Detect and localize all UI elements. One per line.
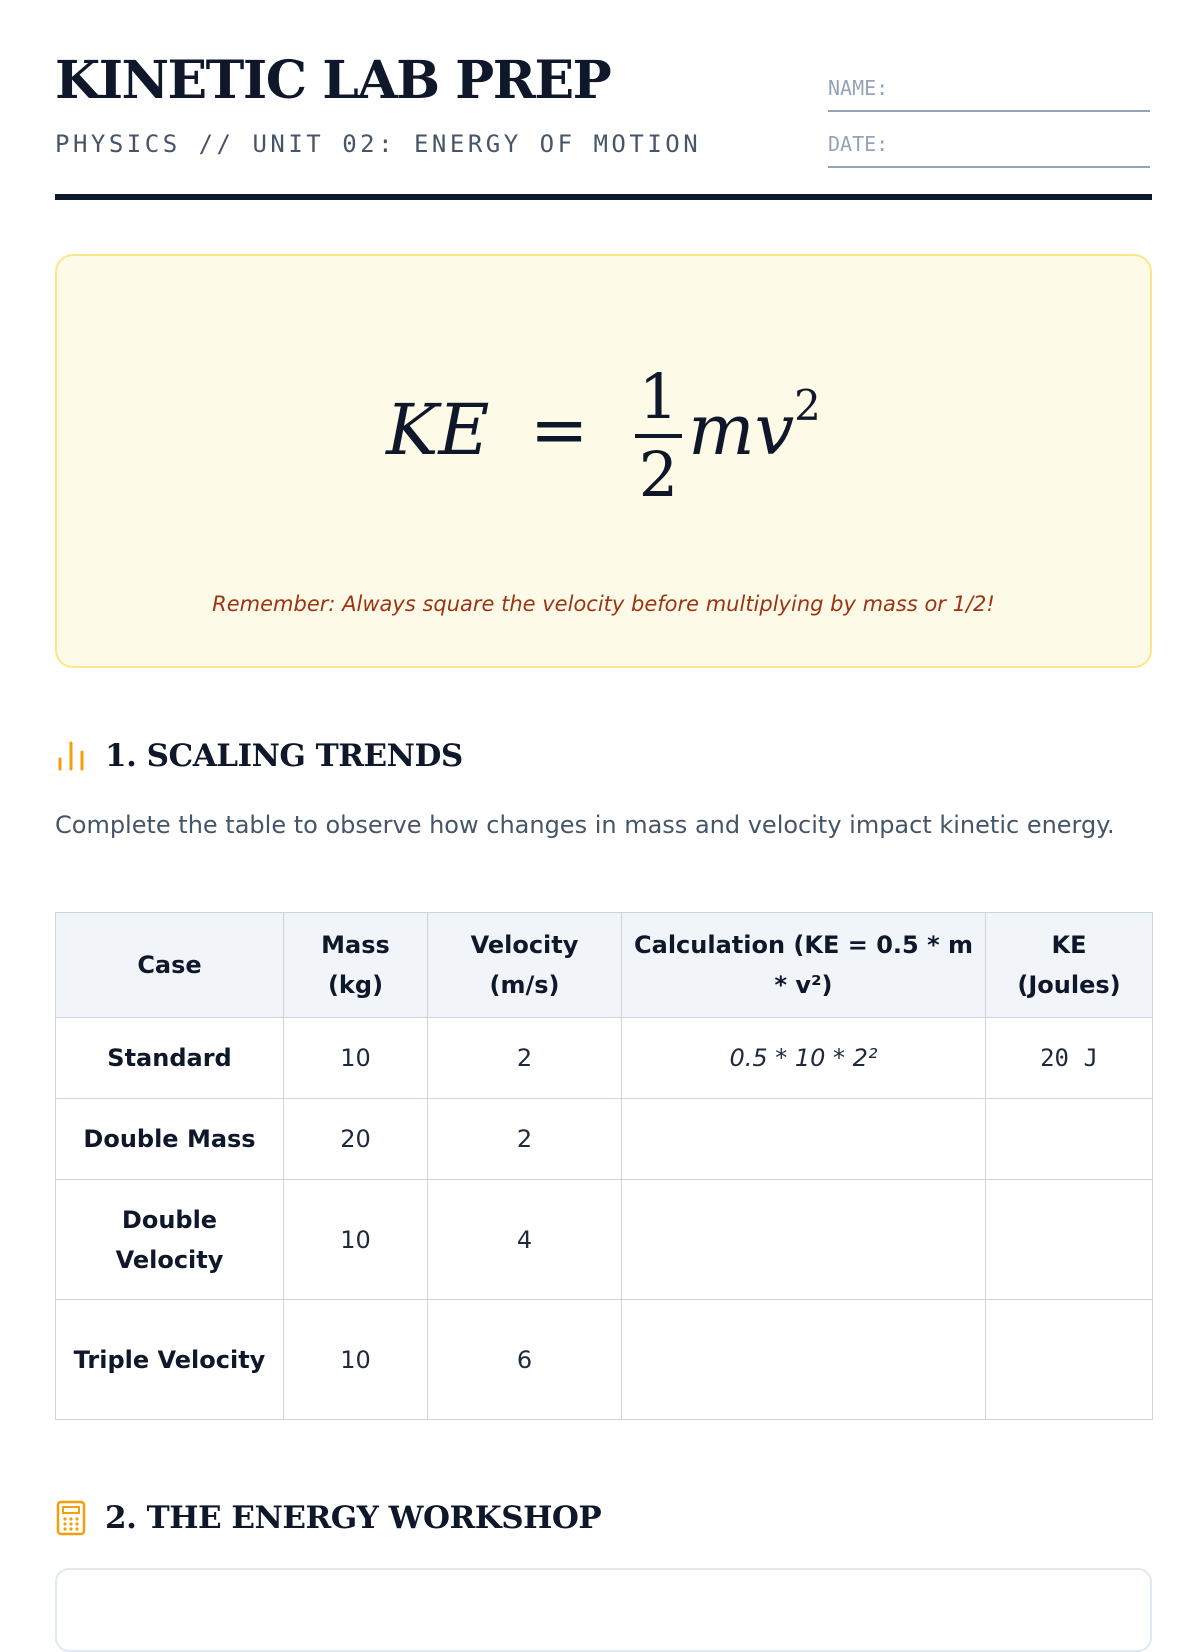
page-subtitle: PHYSICS // UNIT 02: ENERGY OF MOTION xyxy=(55,130,702,158)
formula-mass: m xyxy=(688,389,755,471)
column-header: Case xyxy=(56,913,284,1018)
mass-cell: 20 xyxy=(284,1099,428,1180)
scaling-table xyxy=(55,912,1153,1420)
column-header: Velocity (m/s) xyxy=(428,913,622,1018)
formula-velocity: v xyxy=(754,389,795,471)
date-label: DATE: xyxy=(828,132,889,156)
case-cell: Double Velocity xyxy=(56,1180,284,1300)
formula-fraction xyxy=(635,360,682,511)
column-header: Calculation (KE = 0.5 * m * v²) xyxy=(622,913,986,1018)
header-divider xyxy=(55,194,1152,200)
worksheet-page xyxy=(55,0,1152,1536)
section-title: 1. SCALING TRENDS xyxy=(105,738,463,774)
ke-cell[interactable] xyxy=(986,1300,1153,1420)
kinetic-energy-formula xyxy=(57,360,1150,511)
fraction-numerator: 1 xyxy=(635,366,682,438)
formula-reminder: Remember: Always square the velocity before multiplying by mass or 1/2! xyxy=(212,592,995,616)
case-cell: Triple Velocity xyxy=(56,1300,284,1420)
table-row xyxy=(56,1300,1153,1420)
column-header: KE (Joules) xyxy=(986,913,1153,1018)
formula-exponent: 2 xyxy=(794,381,821,430)
ke-cell[interactable]: 20 J xyxy=(986,1018,1153,1099)
formula-lhs: KE xyxy=(386,389,490,471)
fraction-denominator: 2 xyxy=(638,438,679,511)
mass-cell: 10 xyxy=(284,1018,428,1099)
section-intro: Complete the table to observe how changes in mass and velocity impact kinetic energy. xyxy=(55,811,1115,839)
mass-cell: 10 xyxy=(284,1300,428,1420)
page-title: KINETIC LAB PREP xyxy=(55,50,611,111)
ke-cell[interactable] xyxy=(986,1099,1153,1180)
section-energy-workshop-heading xyxy=(55,1500,601,1536)
ke-cell[interactable] xyxy=(986,1180,1153,1300)
section-title: 2. THE ENERGY WORKSHOP xyxy=(105,1500,602,1536)
table-row xyxy=(56,1099,1153,1180)
name-label: NAME: xyxy=(828,76,889,100)
bar-chart-icon xyxy=(55,738,87,774)
formula-equals: = xyxy=(529,389,589,471)
section-scaling-trends-heading xyxy=(55,738,463,774)
velocity-cell: 6 xyxy=(428,1300,622,1420)
case-cell: Standard xyxy=(56,1018,284,1099)
calculation-cell[interactable] xyxy=(622,1300,986,1420)
date-field[interactable] xyxy=(828,126,1150,168)
table-row xyxy=(56,1018,1153,1099)
calculation-cell[interactable] xyxy=(622,1099,986,1180)
energy-workshop-card xyxy=(55,1568,1152,1652)
table-row xyxy=(56,1180,1153,1300)
velocity-cell: 2 xyxy=(428,1018,622,1099)
calculation-cell[interactable]: 0.5 * 10 * 2² xyxy=(622,1018,986,1099)
velocity-cell: 2 xyxy=(428,1099,622,1180)
worksheet-header xyxy=(55,0,1152,200)
table-header-row xyxy=(56,913,1153,1018)
calculation-cell[interactable] xyxy=(622,1180,986,1300)
name-field[interactable] xyxy=(828,70,1150,112)
calculator-icon xyxy=(55,1500,87,1536)
formula-box xyxy=(55,254,1152,668)
velocity-cell: 4 xyxy=(428,1180,622,1300)
mass-cell: 10 xyxy=(284,1180,428,1300)
column-header: Mass (kg) xyxy=(284,913,428,1018)
case-cell: Double Mass xyxy=(56,1099,284,1180)
